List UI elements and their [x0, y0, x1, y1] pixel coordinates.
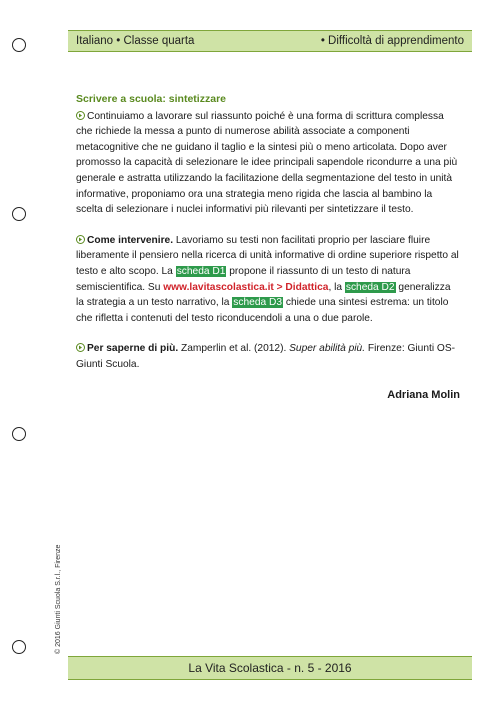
more-info-label: Per saperne di più.: [87, 343, 179, 355]
how-to-text-4: generalizza la strategia a un testo narrativo, la: [76, 281, 451, 309]
paragraph-intro-text: Continuiamo a lavorare sul riassunto poiché è una forma di scrittura complessa che richiede la messa a punto di numerose abilità associate a componenti metacognitive che ne guidano il taglio e la sintesi più o meno articolata. Dopo aver promosso la capacità di selezionare le idee principali sapendole ricondurre a una più generale e astratta utilizzando la facilitazione della segmentazione del testo in unità informative, proponiamo ora una strategia meno rigida che lascia al bambino la scelta di selezionare i nuclei informativi più rilevanti per sintetizzare il testo.: [76, 110, 458, 216]
binder-hole-icon: [12, 640, 26, 654]
more-info-text-1: Zamperlin et al. (2012).: [178, 343, 290, 355]
green-arrow-bullet-icon: [76, 235, 85, 244]
paragraph-intro: [76, 109, 460, 218]
how-to-text-1: Lavoriamo su testi non facilitati proprio per lasciare fluire liberamente il pensiero nella ricerca di unità informative di ordine superiore rispetto al testo e alto scopo. La: [76, 234, 459, 277]
website-link[interactable]: www.lavitascolastica.it > Didattica: [163, 281, 329, 293]
how-to-text-2: propone il riassunto di un testo di natura semiscientifica. Su: [76, 265, 411, 293]
book-title: Super abilità più.: [289, 343, 366, 355]
paragraph-how-to: [76, 233, 460, 327]
green-arrow-bullet-icon: [76, 343, 85, 352]
how-to-text-5: chiede una sintesi estrema: un titolo che rifletta i contenuti del testo riconducendoli a una o due parole.: [76, 297, 449, 324]
footer-band: La Vita Scolastica - n. 5 - 2016: [68, 656, 472, 680]
binder-hole-icon: [12, 207, 26, 221]
binder-hole-icon: [12, 427, 26, 441]
how-to-label: Come intervenire.: [87, 234, 174, 246]
header-topic: • Difficoltà di apprendimento: [320, 35, 464, 47]
section-title: Scrivere a scuola: sintetizzare: [76, 93, 226, 105]
more-info-text-2: Firenze: Giunti OS-Giunti Scuola.: [76, 343, 456, 370]
scheda-d1-tag: scheda D1: [176, 265, 226, 277]
header-subject: Italiano • Classe quarta: [76, 35, 195, 47]
header-band: [68, 30, 472, 52]
author-signature: Adriana Molin: [387, 388, 460, 401]
article-body: [76, 92, 460, 403]
how-to-text-3: , la: [328, 281, 345, 293]
paragraph-more-info: [76, 341, 460, 372]
scheda-d2-tag: scheda D2: [345, 281, 395, 293]
copyright-notice: © 2016 Giunti Scuola S.r.l., Firenze: [55, 544, 62, 654]
green-arrow-bullet-icon: [76, 111, 85, 120]
binder-hole-icon: [12, 38, 26, 52]
scheda-d3-tag: scheda D3: [233, 297, 283, 309]
